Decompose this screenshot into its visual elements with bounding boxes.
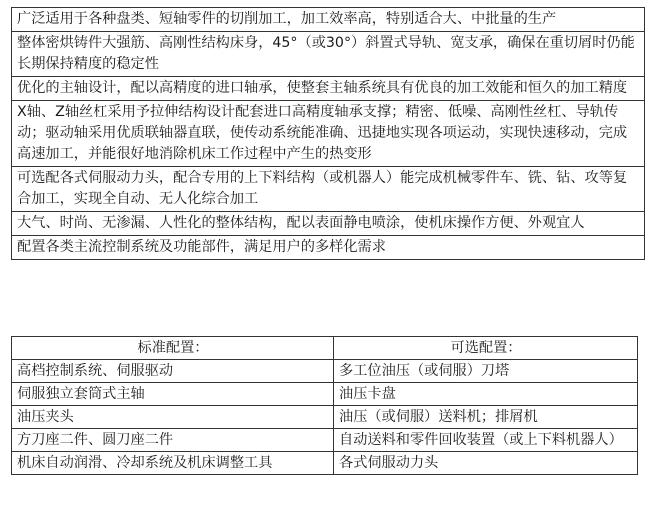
standard-config-item: 机床自动润滑、冷却系统及机床调整工具: [12, 452, 334, 475]
standard-config-header: 标准配置：: [12, 337, 334, 360]
optional-config-item: 油压（或伺服）送料机；排屑机: [334, 406, 638, 429]
optional-config-item: 各式伺服动力头: [334, 452, 638, 475]
feature-text: 可选配各式伺服动力头，配合专用的上下料结构（或机器人）能完成机械零件车、铣、钻、攻等复合加工，实现全自动、无人化综合加工: [12, 167, 645, 212]
optional-config-header: 可选配置：: [334, 337, 638, 360]
config-row: [12, 452, 638, 475]
standard-config-item: 高档控制系统、伺服驱动: [12, 360, 334, 383]
config-row: [12, 383, 638, 406]
feature-row: [12, 32, 645, 77]
standard-config-item: 油压夹头: [12, 406, 334, 429]
feature-text: 整体密烘铸件大强筋、高刚性结构床身，45°（或30°）斜置式导轨、宽支承，确保在重切屑时仍能长期保持精度的稳定性: [12, 32, 645, 77]
standard-config-item: 方刀座二件、圆刀座二件: [12, 429, 334, 452]
feature-row: [12, 8, 645, 32]
optional-config-item: 多工位油压（或伺服）刀塔: [334, 360, 638, 383]
feature-text: 配置各类主流控制系统及功能部件，满足用户的多样化需求: [12, 236, 645, 260]
feature-row: [12, 212, 645, 236]
config-row: [12, 360, 638, 383]
feature-text: 广泛适用于各种盘类、短轴零件的切削加工，加工效率高，特别适合大、中批量的生产: [12, 8, 645, 32]
config-row: [12, 429, 638, 452]
feature-text: 优化的主轴设计，配以高精度的进口轴承，使整套主轴系统具有优良的加工效能和恒久的加工精度: [12, 77, 645, 101]
feature-row: [12, 167, 645, 212]
feature-text: X轴、Z轴丝杠采用予拉伸结构设计配套进口高精度轴承支撑；精密、低噪、高刚性丝杠、导轨传动；驱动轴采用优质联轴器直联，使传动系统能准确、迅捷地实现各项运动，实现快速移动，完成高速加工，并能很好地消除机床工作过程中产生的热变形: [12, 101, 645, 167]
optional-config-item: 自动送料和零件回收装置（或上下料机器人）: [334, 429, 638, 452]
feature-row: [12, 77, 645, 101]
config-row: [12, 406, 638, 429]
feature-text: 大气、时尚、无渗漏、人性化的整体结构，配以表面静电喷涂，使机床操作方便、外观宜人: [12, 212, 645, 236]
feature-row: [12, 101, 645, 167]
standard-config-item: 伺服独立套筒式主轴: [12, 383, 334, 406]
optional-config-item: 油压卡盘: [334, 383, 638, 406]
features-table: [11, 7, 645, 260]
config-header-row: [12, 337, 638, 360]
feature-row: [12, 236, 645, 260]
configuration-table: [11, 336, 638, 475]
